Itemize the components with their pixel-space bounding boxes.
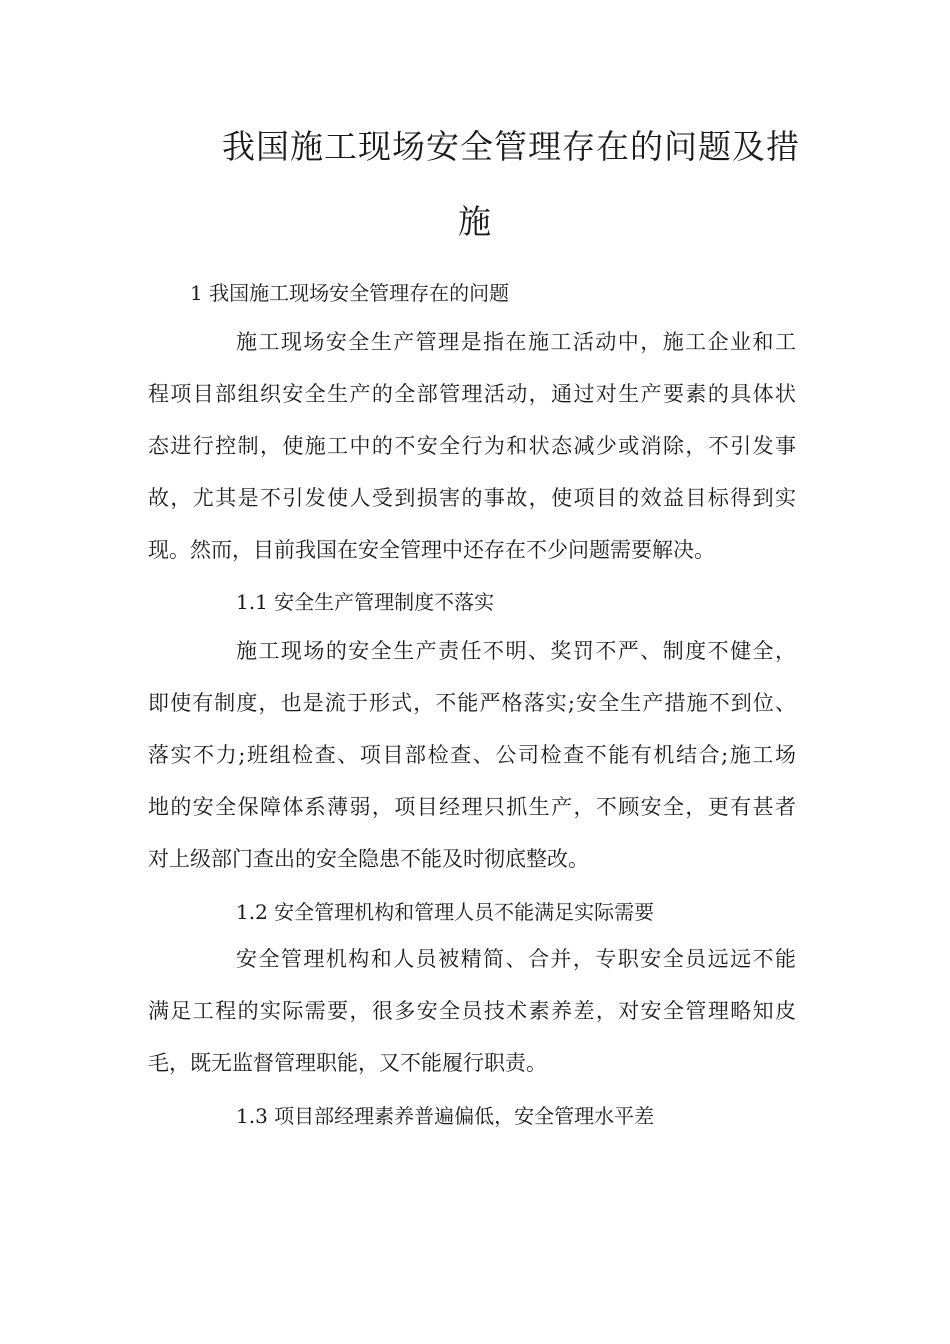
- document-title-line-2: 施: [458, 202, 492, 241]
- paragraph-line: 施工现场安全生产管理是指在施工活动中，施工企业和工: [236, 330, 796, 354]
- section-1-heading: 1 我国施工现场安全管理存在的问题: [190, 281, 510, 305]
- section-1-1-paragraph: [148, 625, 796, 885]
- paragraph-line: 安全管理机构和人员被精简、合并，专职安全员远远不能: [236, 947, 796, 971]
- section-1-3-heading: 1.3 项目部经理素养普遍偏低，安全管理水平差: [236, 1104, 655, 1128]
- paragraph-line: 程项目部组织安全生产的全部管理活动，通过对生产要素的具体状: [148, 382, 796, 406]
- paragraph-line: 态进行控制，使施工中的不安全行为和状态减少或消除，不引发事: [148, 434, 796, 458]
- document-title-line-1: 我国施工现场安全管理存在的问题及措: [222, 127, 800, 166]
- paragraph-line: 现。然而，目前我国在安全管理中还存在不少问题需要解决。: [148, 538, 715, 562]
- paragraph-line: 故，尤其是不引发使人受到损害的事故，使项目的效益目标得到实: [148, 486, 796, 510]
- paragraph-line: 满足工程的实际需要，很多安全员技术素养差，对安全管理略知皮: [148, 999, 796, 1023]
- paragraph-line: 施工现场的安全生产责任不明、奖罚不严、制度不健全，: [236, 639, 796, 663]
- section-1-1-heading: 1.1 安全生产管理制度不落实: [236, 590, 495, 614]
- paragraph-line: 地的安全保障体系薄弱，项目经理只抓生产，不顾安全，更有甚者: [148, 795, 796, 819]
- section-1-2-paragraph: [148, 933, 796, 1089]
- paragraph-line: 对上级部门查出的安全隐患不能及时彻底整改。: [148, 847, 589, 871]
- paragraph-line: 落实不力;班组检查、项目部检查、公司检查不能有机结合;施工场: [148, 743, 796, 767]
- paragraph-line: 毛，既无监督管理职能，又不能履行职责。: [148, 1051, 547, 1075]
- section-1-paragraph: [148, 316, 796, 576]
- paragraph-line: 即使有制度，也是流于形式，不能严格落实;安全生产措施不到位、: [148, 691, 796, 715]
- section-1-2-heading: 1.2 安全管理机构和管理人员不能满足实际需要: [236, 900, 655, 924]
